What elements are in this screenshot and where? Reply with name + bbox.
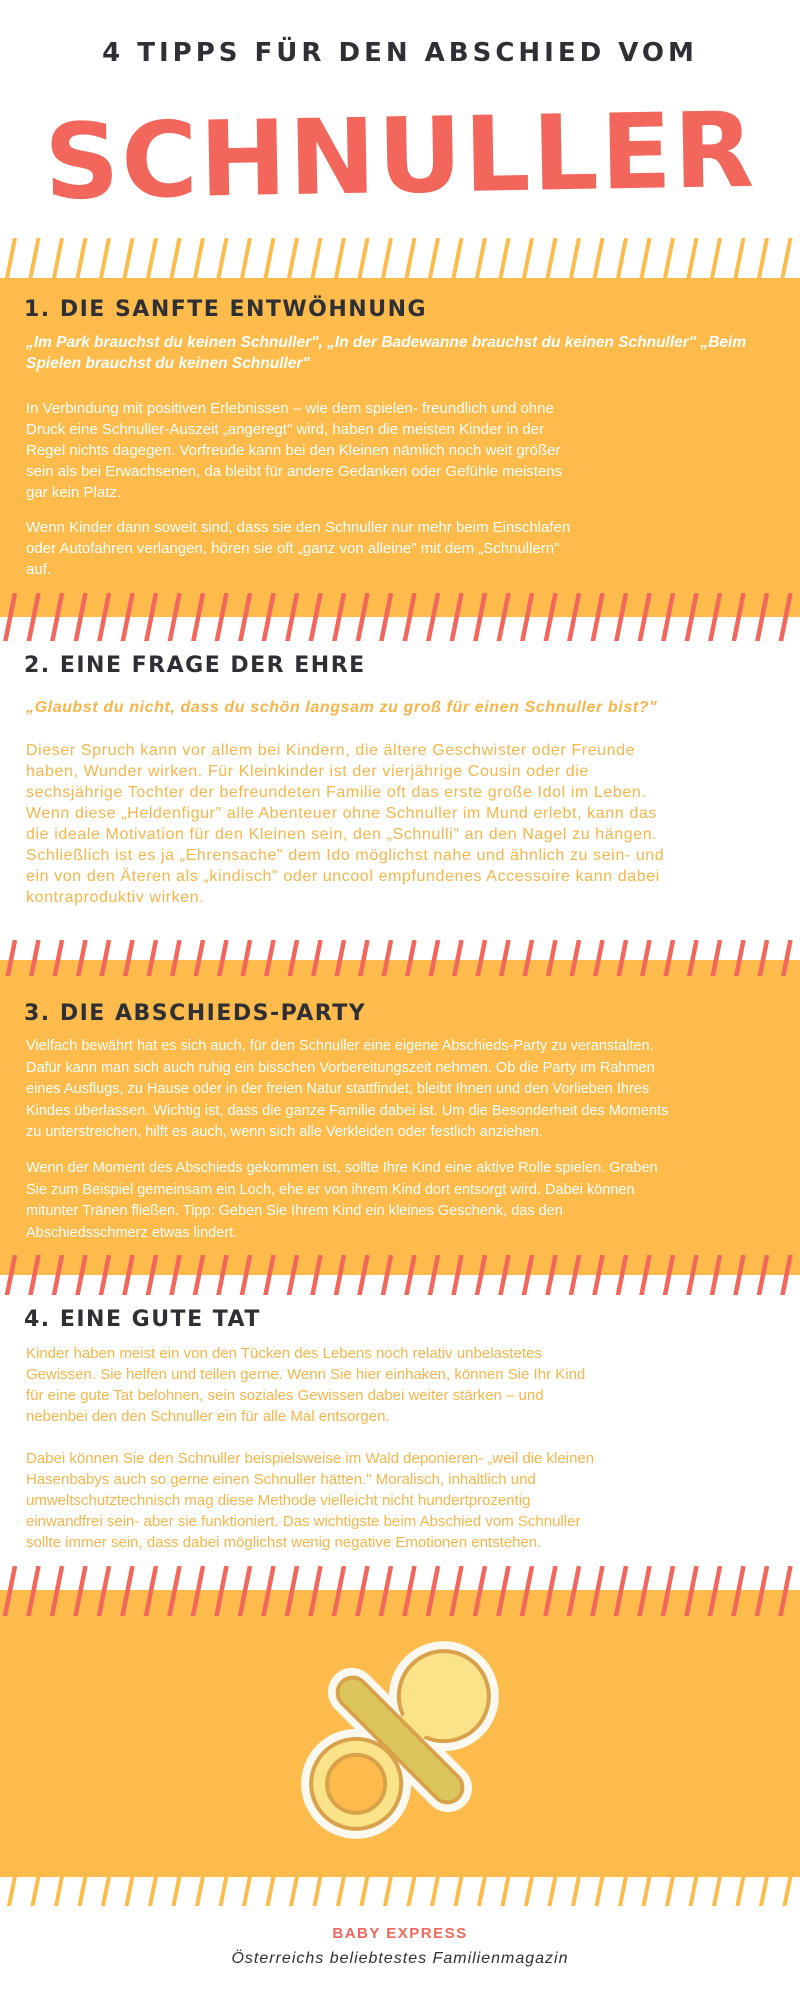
footer-brand: BABY EXPRESS: [332, 1925, 468, 1942]
section-2-quote: „Glaubst du nicht, dass du schön langsam zu groß für einen Schnuller bist?": [26, 699, 658, 716]
section-3-paragraph-1: Vielfach bewährt hat es sich auch, für den Schnuller eine eigene Abschieds-Party zu veranstalten. Dafür kann man sich auch ruhig ein bisschen Vorbereitungszeit nehmen. Ob die Party im Rahmen eines Ausflugs, zu Hause oder in der freien Natur stattfindet, bleibt Ihnen und den Vorlieben Ihres Kindes überlassen. Wichtig ist, dass die ganze Familie dabei ist. Um die Besonderheit des Moments zu unterstreichen, hilft es auch, wenn sich alle Verkleiden oder festlich anziehen.: [26, 1038, 669, 1140]
footer-tagline: Österreichs beliebtestes Familienmagazin: [231, 1950, 569, 1967]
section-2-paragraph: Dieser Spruch kann vor allem bei Kindern, die ältere Geschwister oder Freunde haben, Wunder wirken. Für Kleinkinder ist der vierjährige Cousin oder die sechsjährige Tochter der befreundeten Familie oft das erste große Idol im Leben. Wenn diese „Heldenfigur" alle Abenteuer ohne Schnuller im Mund erlebt, kann das die ideale Motivation für den Kleinen sein, den „Schnulli" an den Nagel zu hängen. Schließlich ist es ja „Ehrensache" dem Ido möglichst nahe und ähnlich zu sein- und ein von den Äteren als „kindisch" oder uncool empfundenes Accessoire kann dabei kontraproduktiv wirken.: [26, 742, 665, 906]
stripe-divider: [0, 1876, 800, 1906]
section-2-heading: 2. EINE FRAGE DER EHRE: [24, 653, 366, 678]
section-1-heading: 1. DIE SANFTE ENTWÖHNUNG: [24, 297, 428, 322]
section-3-heading: 3. DIE ABSCHIEDS-PARTY: [24, 1001, 367, 1026]
section-1-paragraph-1: In Verbindung mit positiven Erlebnissen – wie dem spielen- freundlich und ohne Druck eine Schnuller-Auszeit „angeregt" wird, haben die meisten Kinder in der Regel nichts dagegen. Vorfreude kann bei den Kleinen nämlich noch weit größer sein als bei Erwachsenen, da bleibt für andere Gedanken oder Gefühle meistens gar kein Platz.: [26, 400, 563, 501]
section-4-paragraph-2: Dabei können Sie den Schnuller beispielsweise im Wald deponieren- „weil die kleinen Hasenbabys auch so gerne einen Schnuller hätten." Moralisch, inhaltlich und umweltschutztechnisch mag diese Methode vielleicht nicht hundertprozentig einwandfrei sein- aber sie funktioniert. Das wichtigste beim Abschied vom Schnuller sollte immer sein, dass dabei möglichst wenig negative Emotionen entstehen.: [26, 1450, 595, 1551]
stripe-divider: [0, 593, 800, 641]
headline-schnuller: SCHNULLER: [43, 88, 757, 224]
section-4-heading: 4. EINE GUTE TAT: [24, 1307, 261, 1332]
section-1-paragraph-2: Wenn Kinder dann soweit sind, dass sie den Schnuller nur mehr beim Einschlafen oder Autofahren verlangen, hören sie oft „ganz von alleine" mit dem „Schnullern" auf.: [26, 519, 571, 578]
stripe-divider: [0, 940, 800, 976]
pacifier-icon: [280, 1620, 520, 1860]
section-4-paragraph-1: Kinder haben meist ein von den Tücken des Lebens noch relativ unbelastetes Gewissen. Sie helfen und teilen gerne. Wenn Sie hier einhaken, können Sie Ihr Kind für eine gute Tat belohnen, sein soziales Gewissen dabei weiter stärken – und nebenbei den den Schnuller ein für alle Mal entsorgen.: [26, 1345, 586, 1425]
section-3-paragraph-2: Wenn der Moment des Abschieds gekommen ist, sollte Ihre Kind eine aktive Rolle spielen. Graben Sie zum Beispiel gemeinsam ein Loch, ehe er von ihrem Kind dort entsorgt wird. Dabei können mitunter Tränen fließen. Tipp: Geben Sie Ihrem Kind ein kleines Geschenk, das den Abschiedsschmerz etwas lindert.: [26, 1160, 658, 1241]
stripe-divider: [0, 1255, 800, 1295]
stripe-divider: [0, 238, 800, 280]
section-1-quote: „Im Park brauchst du keinen Schnuller", „In der Badewanne brauchst du keinen Schnuller" „Beim Spielen brauchst du keinen Schnuller": [26, 334, 747, 372]
stripe-divider: [0, 1566, 800, 1616]
infographic-title: 4 TIPPS FÜR DEN ABSCHIED VOM: [102, 38, 698, 68]
